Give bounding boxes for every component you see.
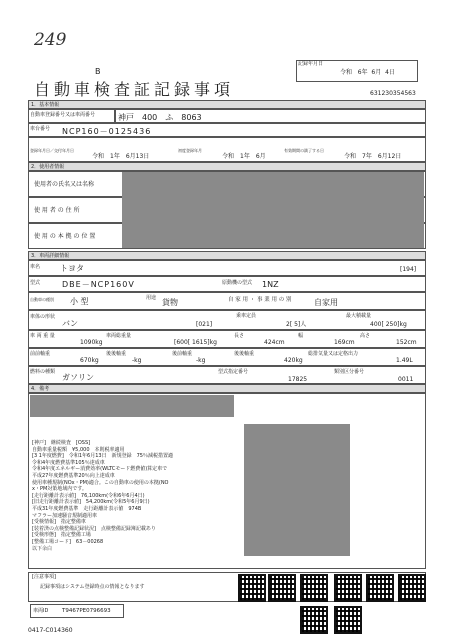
record-date-label: 記録年月日 — [298, 61, 324, 67]
redaction-notes-right — [244, 424, 350, 556]
body: バン — [62, 319, 78, 328]
capacity-label: 乗車定員 — [236, 313, 257, 319]
gross: [600[ 1615]kg — [174, 339, 217, 346]
weight: 1090kg — [80, 339, 103, 346]
expiry: 令和 7年 6月12日 — [344, 153, 402, 160]
base-label: 使 用 の 本 拠 の 位 置 — [34, 233, 96, 240]
qr-code-5 — [366, 574, 394, 602]
vehicle-id-label: 車両ID — [33, 608, 49, 614]
notice-text: 記録事項はシステム登録時点の情報となります — [40, 584, 145, 590]
notice-heading: [注意事項] — [32, 574, 56, 580]
form-letter: B — [95, 67, 101, 76]
type-num-label: 型式指定番号 — [218, 369, 249, 375]
model-label: 型式 — [30, 280, 41, 286]
form-number: 0417-C014360 — [28, 627, 73, 634]
rr: 420kg — [284, 357, 303, 364]
note-line: [整備工場コード] 63－00268 — [32, 538, 104, 545]
reg-divider — [114, 109, 116, 123]
engine-label: 原動機の型式 — [222, 280, 253, 286]
note-line: [装着済の点検整備記録状況] 点検整備記録簿記載あり — [32, 525, 156, 532]
use-label: 用途 — [146, 295, 157, 301]
qr-code-2 — [268, 574, 296, 602]
gross-label: 車両総重量 — [106, 333, 132, 339]
doc-number: 631230354563 — [370, 90, 416, 97]
page-title: 自動車検査証記録事項 — [34, 80, 235, 99]
expiry-label: 有効期間の満了する日 — [284, 148, 324, 153]
rf: -kg — [196, 357, 206, 364]
note-line: 平成31年度燃費基準 走行距離計表示値 974B — [32, 505, 142, 512]
qr-code-7 — [300, 606, 328, 634]
class-num-label: 類別区分番号 — [334, 369, 365, 375]
rf-label: 後前軸重 — [172, 351, 193, 357]
ff: 670kg — [80, 357, 99, 364]
disp-label: 総排気量又は定格出力 — [308, 351, 359, 357]
width-label: 幅 — [298, 333, 304, 339]
first-year-label: 初度登録年月 — [178, 148, 202, 153]
body-label: 車体の形状 — [30, 314, 56, 320]
maker: トヨタ — [60, 264, 84, 273]
qr-code-8 — [334, 606, 362, 634]
disp: 1.49L — [396, 357, 413, 364]
chassis-value: NCP160－0125436 — [62, 127, 152, 136]
section-notes-heading: 4．備考 — [28, 384, 426, 393]
kind: 小 型 — [70, 297, 89, 306]
record-date: 令和 6年 6月 4日 — [340, 69, 395, 76]
note-line: [受検形態] 指定整備工場 — [32, 532, 91, 539]
user-label: 使 用 者 の 住 所 — [34, 207, 80, 214]
note-line: [3 1年度燃費] 令和1年6月13日 新規登録 75％減税措置適 — [32, 453, 173, 460]
section-user-heading: 2．使用者情報 — [28, 162, 426, 171]
ff-label: 前前軸重 — [30, 351, 51, 357]
qr-code-1 — [238, 574, 266, 602]
note-line: 平成27年度燃費基準20％向上達成車 — [32, 472, 115, 479]
height-label: 高さ — [360, 333, 371, 339]
use: 貨物 — [162, 298, 178, 307]
type-num: 17825 — [288, 376, 308, 383]
first-reg: 令和 1年 6月13日 — [92, 153, 150, 160]
max-load: 400[ 250]kg — [370, 321, 407, 328]
note-line: [神戸] 継続検査 [OSS] — [32, 440, 91, 446]
first-reg-label: 登録年月日／交付年月日 — [30, 148, 74, 153]
notes-list — [32, 440, 242, 552]
width: 169cm — [334, 339, 355, 346]
note-line: [走行距離計表示値] 76,100km(令和6年6月4日) — [32, 492, 145, 499]
maker-label: 車名 — [30, 264, 41, 270]
note-line: マフラー加速騒音規制適用車 — [32, 512, 98, 519]
capacity: 2[ 5]人 — [286, 321, 307, 328]
first-year: 令和 1年 6月 — [222, 153, 266, 160]
maker-code: [194] — [400, 266, 417, 273]
reg-label: 自動車登録番号又は車両番号 — [30, 112, 96, 118]
fr: -kg — [132, 357, 142, 364]
private: 自家用 — [314, 298, 338, 307]
note-line: 使用車種規制(NOx・PM)適合。この自動車の使用の本拠(NO — [32, 479, 169, 486]
max-load-label: 最大積載量 — [346, 313, 372, 319]
kind-label: 自動車の種別 — [30, 297, 54, 302]
length: 424cm — [264, 339, 285, 346]
maker-row — [28, 260, 426, 276]
note-line: 以下余白 — [32, 545, 53, 552]
private-label: 自 家 用 ・ 事 業 用 の 別 — [228, 297, 292, 303]
engine: 1NZ — [262, 280, 279, 289]
handwritten-note: 249 — [34, 30, 67, 50]
redaction-user-info — [122, 172, 424, 248]
owner-label: 使用者の氏名又は名称 — [34, 181, 95, 188]
fuel-label: 燃料の種類 — [30, 369, 56, 375]
reg-value: 神戸 400 ふ 8063 — [118, 113, 202, 122]
fr-label: 後後軸重 — [106, 351, 127, 357]
weight-label: 車 両 重 量 — [30, 333, 55, 339]
note-line: [受検情報] 指定整備車 — [32, 519, 86, 526]
note-line: 令和4年度燃費基準105％達成車 — [32, 459, 105, 466]
length-label: 長さ — [234, 333, 245, 339]
note-line: 令和4年度エネルギー消費効率(WLTCモード燃費値)算定車で — [32, 466, 168, 473]
section-vehicle-heading: 3．車両詳細情報 — [28, 251, 426, 260]
note-line: 自動車重量税額 ¥5,000 本則税率適用 — [32, 446, 125, 453]
body-code: [021] — [196, 321, 213, 328]
qr-code-4 — [334, 574, 362, 602]
section-basic-heading: 1．基本情報 — [28, 100, 426, 109]
fuel: ガソリン — [62, 373, 94, 382]
rr-label: 後後軸重 — [234, 351, 255, 357]
height: 152cm — [396, 339, 417, 346]
note-line: x・PM対策地域内です。 — [32, 486, 87, 493]
qr-code-3 — [300, 574, 328, 602]
class-num: 0011 — [398, 376, 414, 383]
qr-code-6 — [398, 574, 426, 602]
model: DBE－NCP160V — [62, 280, 135, 289]
chassis-label: 車台番号 — [30, 126, 51, 132]
redaction-notes-top — [30, 395, 234, 417]
vehicle-id: T9467PE0796693 — [62, 608, 111, 614]
note-line: [旧走行距離計表示値] 54,200km(令和5年6月9日) — [32, 499, 150, 506]
